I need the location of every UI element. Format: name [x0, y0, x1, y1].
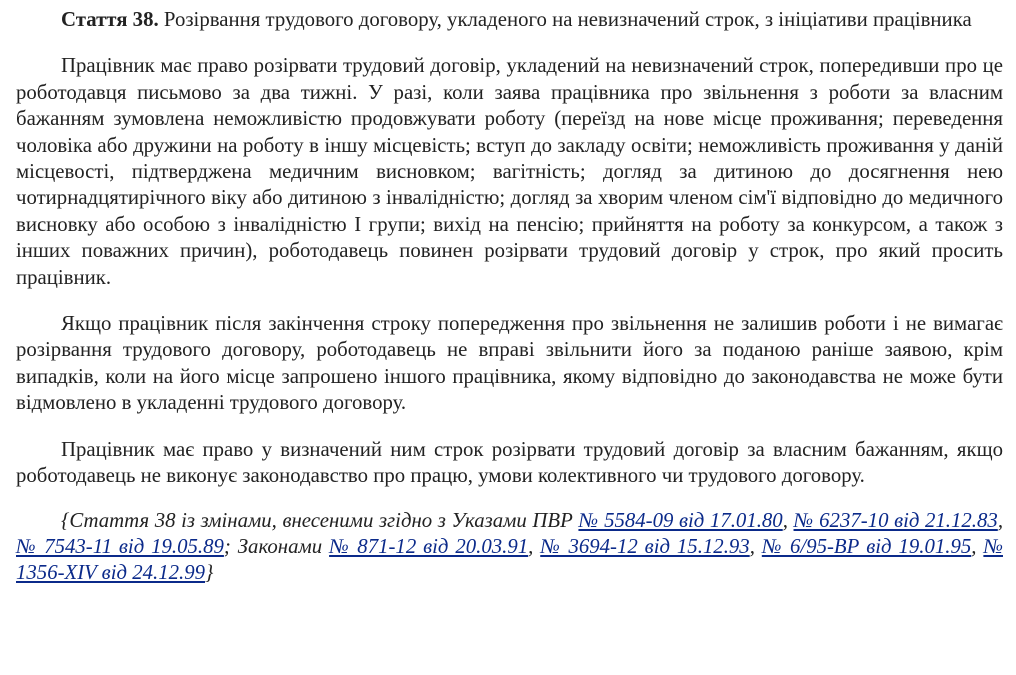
amendment-link-law-871[interactable]: № 871-12 від 20.03.91 — [329, 534, 529, 558]
article-title: Розірвання трудового договору, укладеного на невизначений строк, з ініціативи працівника — [163, 8, 972, 31]
amendment-link-decree-5584[interactable]: № 5584-09 від 17.01.80 — [578, 508, 783, 532]
article-paragraph-3: Працівник має право у визначений ним строк розірвати трудовий договір за власним бажанням, якщо роботодавець не виконує законодавство про працю, умови колективного чи трудового договору. — [16, 437, 1003, 488]
amendment-link-law-3694[interactable]: № 3694-12 від 15.12.93 — [540, 534, 750, 558]
article-heading — [16, 7, 1003, 33]
amendments-note — [16, 508, 1003, 587]
article-paragraph-2: Якщо працівник після закінчення строку попередження про звільнення не залишив роботи і не вимагає розірвання трудового договору, роботодавець не вправі звільнити його за поданою раніше заявою, крім випадків, коли на його місце запрошено іншого працівника, якому відповідно до законодавства не може бути відмовлено в укладенні трудового договору. — [16, 312, 1003, 415]
amendments-separator: , — [749, 534, 762, 558]
amendments-separator: , — [528, 534, 541, 558]
amendments-laws-label: ; Законами — [223, 534, 330, 558]
amendment-link-law-6-95[interactable]: № 6/95-ВР від 19.01.95 — [761, 534, 972, 558]
article-number: Стаття 38. — [61, 8, 159, 31]
article-paragraph-1: Працівник має право розірвати трудовий договір, укладений на невизначений строк, попередивши про це роботодавця письмово за два тижні. У разі, коли заява працівника про звільнення з роботи за власним бажанням зумовлена неможливістю продовжувати роботу (переїзд на нове місце проживання; переведення чоловіка або дружини на роботу в іншу місцевість; вступ до закладу освіти; неможливість проживання у даній місцевості, підтверджена медичним висновком; вагітність; догляд за дитиною до досягнення нею чотирнадцятирічного віку або дитиною з інвалідністю; догляд за хворим членом сім'ї відповідно до медичного висновку або особою з інвалідністю I групи; вихід на пенсію; прийняття на роботу за конкурсом, а також з інших поважних причин), роботодавець повинен розірвати трудовий договір у строк, про який просить працівник. — [16, 54, 1003, 289]
amendments-prefix: {Стаття 38 із змінами, внесеними згідно з Указами ПВР — [61, 508, 579, 532]
amendments-separator: , — [997, 508, 1004, 532]
amendment-link-law-1356[interactable]: № 1356-XIV від 24.12.99 — [16, 534, 1003, 585]
amendments-separator: , — [782, 508, 794, 532]
amendment-link-decree-7543[interactable]: № 7543-11 від 19.05.89 — [16, 534, 224, 558]
amendments-suffix: } — [205, 561, 214, 585]
amendments-separator: , — [971, 534, 984, 558]
amendment-link-decree-6237[interactable]: № 6237-10 від 21.12.83 — [793, 508, 998, 532]
